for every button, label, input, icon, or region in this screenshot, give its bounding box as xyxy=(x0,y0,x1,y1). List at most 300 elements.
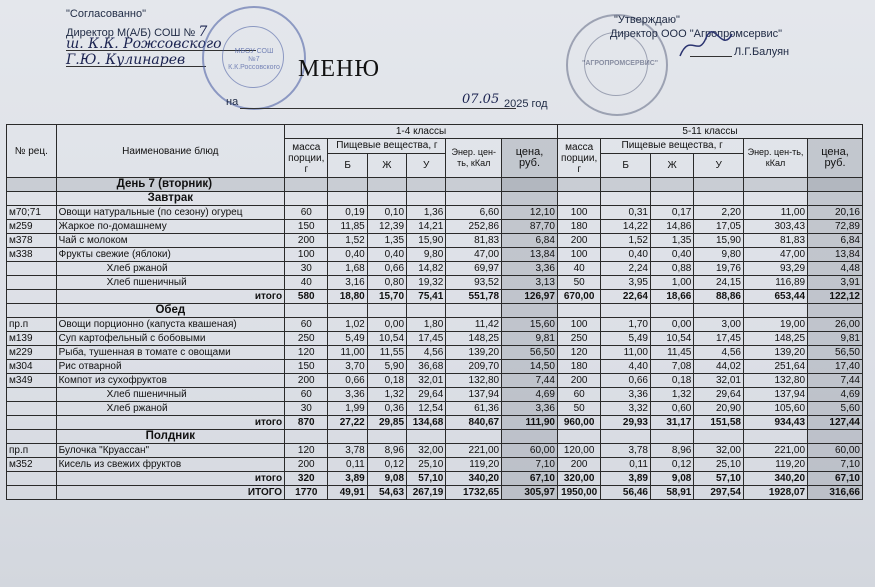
cell-value: 93,29 xyxy=(743,262,807,276)
cell-value: 148,25 xyxy=(743,332,807,346)
cell-value: 120 xyxy=(285,444,328,458)
dish-name: Булочка "Круассан" xyxy=(56,444,284,458)
cell-empty xyxy=(694,178,744,192)
recipe-number xyxy=(7,276,57,290)
menu-date: 07.05 xyxy=(462,92,500,107)
cell-empty xyxy=(743,304,807,318)
cell-value: 11,00 xyxy=(328,346,367,360)
cell-value: 13,84 xyxy=(502,248,558,262)
agreed-number: 7 xyxy=(198,24,208,40)
cell-value: 9,81 xyxy=(502,332,558,346)
cell-value: 126,97 xyxy=(502,290,558,304)
col-u-2: У xyxy=(694,153,744,177)
cell-value: 137,94 xyxy=(743,388,807,402)
approve-line: Директор ООО "Агропромсервис" xyxy=(610,28,783,40)
cell-value: 10,54 xyxy=(650,332,693,346)
cell-value: 221,00 xyxy=(743,444,807,458)
cell-empty xyxy=(650,192,693,206)
cell-value: 4,69 xyxy=(502,388,558,402)
cell-empty xyxy=(285,304,328,318)
col-nutrients: Пищевые вещества, г xyxy=(328,139,446,154)
cell-empty xyxy=(7,290,57,304)
cell-value: 1,32 xyxy=(367,388,406,402)
cell-value: 139,20 xyxy=(446,346,502,360)
group-5-11: 5-11 классы xyxy=(557,125,862,139)
cell-value: 200 xyxy=(285,458,328,472)
cell-value: 5,60 xyxy=(808,402,863,416)
col-mass: масса порции, г xyxy=(285,139,328,178)
cell-value: 200 xyxy=(557,458,600,472)
table-row xyxy=(7,458,863,472)
cell-value: 200 xyxy=(285,234,328,248)
table-row xyxy=(7,318,863,332)
cell-empty xyxy=(446,178,502,192)
grand-total-label: ИТОГО xyxy=(56,486,284,500)
cell-value: 58,91 xyxy=(650,486,693,500)
cell-value: 1,68 xyxy=(328,262,367,276)
cell-empty xyxy=(694,192,744,206)
cell-value: 221,00 xyxy=(446,444,502,458)
cell-value: 17,05 xyxy=(694,220,744,234)
cell-value: 934,43 xyxy=(743,416,807,430)
cell-value: 3,36 xyxy=(601,388,651,402)
agreed-cook-name: Г.Ю. Кулинарев xyxy=(66,52,186,68)
cell-value: 81,83 xyxy=(446,234,502,248)
cell-empty xyxy=(808,430,863,444)
dish-name: Овощи порционно (капуста квашеная) xyxy=(56,318,284,332)
cell-value: 5,49 xyxy=(328,332,367,346)
col-mass-2: масса порции, г xyxy=(557,139,600,178)
cell-empty xyxy=(446,192,502,206)
cell-value: 14,21 xyxy=(407,220,446,234)
cell-value: 11,85 xyxy=(328,220,367,234)
cell-value: 29,64 xyxy=(694,388,744,402)
cell-empty xyxy=(557,304,600,318)
cell-value: 32,00 xyxy=(407,444,446,458)
cell-empty xyxy=(7,416,57,430)
col-no: № рец. xyxy=(7,125,57,178)
recipe-number: пр.п xyxy=(7,444,57,458)
cell-value: 57,10 xyxy=(407,472,446,486)
cell-empty xyxy=(601,192,651,206)
col-nutrients-2: Пищевые вещества, г xyxy=(601,139,744,154)
cell-value: 1,35 xyxy=(367,234,406,248)
cell-value: 32,00 xyxy=(694,444,744,458)
cell-empty xyxy=(7,486,57,500)
col-b-2: Б xyxy=(601,153,651,177)
cell-value: 7,10 xyxy=(502,458,558,472)
cell-value: 17,45 xyxy=(407,332,446,346)
cell-value: 67,10 xyxy=(502,472,558,486)
cell-value: 100 xyxy=(557,318,600,332)
cell-empty xyxy=(285,178,328,192)
cell-empty xyxy=(743,178,807,192)
cell-value: 67,10 xyxy=(808,472,863,486)
cell-value: 56,50 xyxy=(808,346,863,360)
col-b: Б xyxy=(328,153,367,177)
cell-value: 1732,65 xyxy=(446,486,502,500)
cell-value: 18,66 xyxy=(650,290,693,304)
cell-value: 120,00 xyxy=(557,444,600,458)
cell-value: 75,41 xyxy=(407,290,446,304)
cell-value: 1,99 xyxy=(328,402,367,416)
cell-value: 3,32 xyxy=(601,402,651,416)
cell-value: 12,39 xyxy=(367,220,406,234)
recipe-number: м304 xyxy=(7,360,57,374)
menu-title: МЕНЮ xyxy=(298,56,380,82)
cell-value: 25,10 xyxy=(407,458,446,472)
recipe-number xyxy=(7,402,57,416)
cell-empty xyxy=(367,430,406,444)
dish-name: Хлеб ржаной xyxy=(56,402,284,416)
cell-value: 250 xyxy=(557,332,600,346)
cell-value: 0,40 xyxy=(367,248,406,262)
cell-value: 19,76 xyxy=(694,262,744,276)
cell-value: 0,00 xyxy=(367,318,406,332)
cell-value: 9,80 xyxy=(694,248,744,262)
cell-empty xyxy=(557,178,600,192)
col-zh-2: Ж xyxy=(650,153,693,177)
cell-value: 40 xyxy=(285,276,328,290)
cell-value: 200 xyxy=(557,374,600,388)
cell-value: 10,54 xyxy=(367,332,406,346)
cell-value: 61,36 xyxy=(446,402,502,416)
cell-value: 81,83 xyxy=(743,234,807,248)
cell-value: 3,91 xyxy=(808,276,863,290)
cell-value: 120 xyxy=(557,346,600,360)
cell-value: 0,66 xyxy=(367,262,406,276)
company-stamp: "АГРОПРОМСЕРВИС" xyxy=(566,14,668,116)
cell-value: 0,12 xyxy=(650,458,693,472)
cell-value: 4,56 xyxy=(694,346,744,360)
cell-value: 137,94 xyxy=(446,388,502,402)
cell-value: 0,18 xyxy=(367,374,406,388)
cell-value: 60,00 xyxy=(502,444,558,458)
cell-value: 653,44 xyxy=(743,290,807,304)
cell-value: 3,70 xyxy=(328,360,367,374)
dish-name: Фрукты свежие (яблоки) xyxy=(56,248,284,262)
cell-value: 0,88 xyxy=(650,262,693,276)
section-total-row xyxy=(7,472,863,486)
cell-value: 9,81 xyxy=(808,332,863,346)
cell-value: 5,49 xyxy=(601,332,651,346)
approve-title: "Утверждаю" xyxy=(614,14,680,26)
cell-value: 13,84 xyxy=(808,248,863,262)
cell-value: 3,95 xyxy=(601,276,651,290)
cell-value: 132,80 xyxy=(743,374,807,388)
cell-value: 1,35 xyxy=(650,234,693,248)
cell-empty xyxy=(743,430,807,444)
col-name: Наименование блюд xyxy=(56,125,284,178)
cell-value: 180 xyxy=(557,360,600,374)
cell-empty xyxy=(808,178,863,192)
agreed-line: Директор М(А/Б) СОШ № 7 xyxy=(66,24,208,40)
cell-value: 29,64 xyxy=(407,388,446,402)
table-row xyxy=(7,346,863,360)
dish-name: Овощи натуральные (по сезону) огурец xyxy=(56,206,284,220)
section-title: Обед xyxy=(56,304,284,318)
cell-empty xyxy=(502,192,558,206)
cell-value: 3,36 xyxy=(502,402,558,416)
cell-value: 17,45 xyxy=(694,332,744,346)
cell-value: 250 xyxy=(285,332,328,346)
table-row xyxy=(7,402,863,416)
cell-value: 134,68 xyxy=(407,416,446,430)
cell-value: 20,16 xyxy=(808,206,863,220)
day-row xyxy=(7,178,863,192)
recipe-number: пр.п xyxy=(7,318,57,332)
cell-value: 3,89 xyxy=(328,472,367,486)
cell-value: 12,10 xyxy=(502,206,558,220)
day-title: День 7 (вторник) xyxy=(56,178,284,192)
group-1-4: 1-4 классы xyxy=(285,125,558,139)
dish-name: Суп картофельный с бобовыми xyxy=(56,332,284,346)
col-u: У xyxy=(407,153,446,177)
cell-empty xyxy=(601,304,651,318)
cell-empty xyxy=(601,178,651,192)
dish-name: Компот из сухофруктов xyxy=(56,374,284,388)
cell-value: 11,45 xyxy=(650,346,693,360)
cell-value: 15,60 xyxy=(502,318,558,332)
cell-value: 0,40 xyxy=(601,248,651,262)
cell-value: 305,97 xyxy=(502,486,558,500)
cell-value: 14,82 xyxy=(407,262,446,276)
cell-value: 0,10 xyxy=(367,206,406,220)
cell-value: 29,93 xyxy=(601,416,651,430)
cell-value: 29,85 xyxy=(367,416,406,430)
cell-value: 100 xyxy=(557,248,600,262)
cell-empty xyxy=(328,178,367,192)
cell-value: 8,96 xyxy=(650,444,693,458)
cell-value: 0,60 xyxy=(650,402,693,416)
recipe-number: м352 xyxy=(7,458,57,472)
menu-table xyxy=(6,124,863,500)
table-row xyxy=(7,262,863,276)
cell-value: 1928,07 xyxy=(743,486,807,500)
cell-value: 47,00 xyxy=(743,248,807,262)
cell-value: 252,86 xyxy=(446,220,502,234)
cell-value: 3,36 xyxy=(328,388,367,402)
cell-value: 0,36 xyxy=(367,402,406,416)
cell-value: 0,17 xyxy=(650,206,693,220)
cell-value: 200 xyxy=(285,374,328,388)
cell-empty xyxy=(407,178,446,192)
cell-value: 840,67 xyxy=(446,416,502,430)
cell-value: 132,80 xyxy=(446,374,502,388)
recipe-number: м259 xyxy=(7,220,57,234)
cell-value: 0,19 xyxy=(328,206,367,220)
cell-value: 32,01 xyxy=(694,374,744,388)
cell-value: 2,20 xyxy=(694,206,744,220)
cell-value: 251,64 xyxy=(743,360,807,374)
cell-value: 320,00 xyxy=(557,472,600,486)
cell-value: 47,00 xyxy=(446,248,502,262)
recipe-number: м70;71 xyxy=(7,206,57,220)
cell-value: 1,36 xyxy=(407,206,446,220)
recipe-number: м139 xyxy=(7,332,57,346)
cell-value: 670,00 xyxy=(557,290,600,304)
recipe-number: м338 xyxy=(7,248,57,262)
section-title: Завтрак xyxy=(56,192,284,206)
cell-value: 551,78 xyxy=(446,290,502,304)
cell-value: 122,12 xyxy=(808,290,863,304)
cell-empty xyxy=(502,178,558,192)
cell-value: 151,58 xyxy=(694,416,744,430)
table-row xyxy=(7,220,863,234)
recipe-number: м229 xyxy=(7,346,57,360)
cell-value: 0,12 xyxy=(367,458,406,472)
cell-value: 27,22 xyxy=(328,416,367,430)
cell-value: 3,00 xyxy=(694,318,744,332)
cell-empty xyxy=(7,430,57,444)
cell-value: 50 xyxy=(557,402,600,416)
cell-empty xyxy=(446,304,502,318)
cell-value: 120 xyxy=(285,346,328,360)
table-row xyxy=(7,360,863,374)
cell-value: 4,69 xyxy=(808,388,863,402)
cell-empty xyxy=(557,430,600,444)
cell-value: 4,40 xyxy=(601,360,651,374)
cell-value: 2,24 xyxy=(601,262,651,276)
cell-value: 69,97 xyxy=(446,262,502,276)
cell-empty xyxy=(650,304,693,318)
cell-value: 15,90 xyxy=(407,234,446,248)
cell-value: 30 xyxy=(285,262,328,276)
cell-value: 56,50 xyxy=(502,346,558,360)
agreed-signature-name: ш. К.К. Рожсовского xyxy=(66,36,222,52)
cell-empty xyxy=(407,430,446,444)
cell-value: 9,08 xyxy=(650,472,693,486)
table-row xyxy=(7,374,863,388)
cell-value: 9,08 xyxy=(367,472,406,486)
cell-value: 105,60 xyxy=(743,402,807,416)
cell-value: 1,02 xyxy=(328,318,367,332)
cell-value: 57,10 xyxy=(694,472,744,486)
col-energy-2: Энер. цен-ть, кКал xyxy=(743,139,807,178)
cell-empty xyxy=(557,192,600,206)
cell-value: 0,31 xyxy=(601,206,651,220)
cell-empty xyxy=(285,192,328,206)
cell-value: 180 xyxy=(557,220,600,234)
cell-empty xyxy=(7,304,57,318)
cell-value: 7,44 xyxy=(502,374,558,388)
cell-value: 1,70 xyxy=(601,318,651,332)
cell-value: 60 xyxy=(285,388,328,402)
cell-value: 0,80 xyxy=(367,276,406,290)
signature-line-2 xyxy=(66,66,206,67)
cell-value: 7,10 xyxy=(808,458,863,472)
recipe-number: м378 xyxy=(7,234,57,248)
cell-value: 3,13 xyxy=(502,276,558,290)
dish-name: Хлеб пшеничный xyxy=(56,276,284,290)
cell-value: 3,78 xyxy=(328,444,367,458)
cell-value: 340,20 xyxy=(446,472,502,486)
cell-value: 3,16 xyxy=(328,276,367,290)
cell-empty xyxy=(407,304,446,318)
cell-empty xyxy=(328,192,367,206)
cell-value: 60 xyxy=(557,388,600,402)
cell-value: 9,80 xyxy=(407,248,446,262)
cell-value: 119,20 xyxy=(446,458,502,472)
cell-value: 3,89 xyxy=(601,472,651,486)
cell-value: 54,63 xyxy=(367,486,406,500)
cell-value: 0,11 xyxy=(328,458,367,472)
col-energy: Энер. цен-ть, кКал xyxy=(446,139,502,178)
cell-value: 303,43 xyxy=(743,220,807,234)
dish-name: Хлеб ржаной xyxy=(56,262,284,276)
cell-empty xyxy=(446,430,502,444)
cell-value: 7,44 xyxy=(808,374,863,388)
total-label: итого xyxy=(56,290,284,304)
cell-value: 960,00 xyxy=(557,416,600,430)
cell-value: 50 xyxy=(557,276,600,290)
cell-empty xyxy=(7,192,57,206)
cell-value: 60 xyxy=(285,318,328,332)
cell-value: 3,36 xyxy=(502,262,558,276)
cell-value: 870 xyxy=(285,416,328,430)
section-header xyxy=(7,430,863,444)
cell-value: 18,80 xyxy=(328,290,367,304)
cell-value: 14,22 xyxy=(601,220,651,234)
cell-value: 14,86 xyxy=(650,220,693,234)
cell-value: 6,84 xyxy=(808,234,863,248)
cell-value: 320 xyxy=(285,472,328,486)
col-price-2: цена, руб. xyxy=(808,139,863,178)
date-line xyxy=(240,108,516,109)
col-zh: Ж xyxy=(367,153,406,177)
cell-value: 32,01 xyxy=(407,374,446,388)
cell-value: 11,00 xyxy=(601,346,651,360)
cell-empty xyxy=(808,304,863,318)
cell-value: 127,44 xyxy=(808,416,863,430)
cell-value: 297,54 xyxy=(694,486,744,500)
dish-name: Кисель из свежих фруктов xyxy=(56,458,284,472)
cell-value: 44,02 xyxy=(694,360,744,374)
cell-value: 26,00 xyxy=(808,318,863,332)
cell-empty xyxy=(743,192,807,206)
dish-name: Чай с молоком xyxy=(56,234,284,248)
table-row xyxy=(7,388,863,402)
cell-empty xyxy=(285,430,328,444)
cell-value: 6,60 xyxy=(446,206,502,220)
cell-value: 31,17 xyxy=(650,416,693,430)
cell-value: 139,20 xyxy=(743,346,807,360)
table-row xyxy=(7,276,863,290)
cell-value: 72,89 xyxy=(808,220,863,234)
cell-value: 100 xyxy=(557,206,600,220)
cell-value: 0,40 xyxy=(328,248,367,262)
cell-empty xyxy=(7,472,57,486)
cell-value: 0,00 xyxy=(650,318,693,332)
cell-value: 0,40 xyxy=(650,248,693,262)
cell-value: 150 xyxy=(285,220,328,234)
cell-value: 11,55 xyxy=(367,346,406,360)
cell-empty xyxy=(367,178,406,192)
cell-value: 340,20 xyxy=(743,472,807,486)
cell-value: 56,46 xyxy=(601,486,651,500)
cell-value: 11,00 xyxy=(743,206,807,220)
recipe-number: м349 xyxy=(7,374,57,388)
cell-value: 30 xyxy=(285,402,328,416)
table-row xyxy=(7,206,863,220)
cell-value: 6,84 xyxy=(502,234,558,248)
cell-value: 100 xyxy=(285,248,328,262)
cell-empty xyxy=(502,430,558,444)
cell-value: 25,10 xyxy=(694,458,744,472)
cell-value: 88,86 xyxy=(694,290,744,304)
cell-value: 0,66 xyxy=(328,374,367,388)
cell-value: 36,68 xyxy=(407,360,446,374)
